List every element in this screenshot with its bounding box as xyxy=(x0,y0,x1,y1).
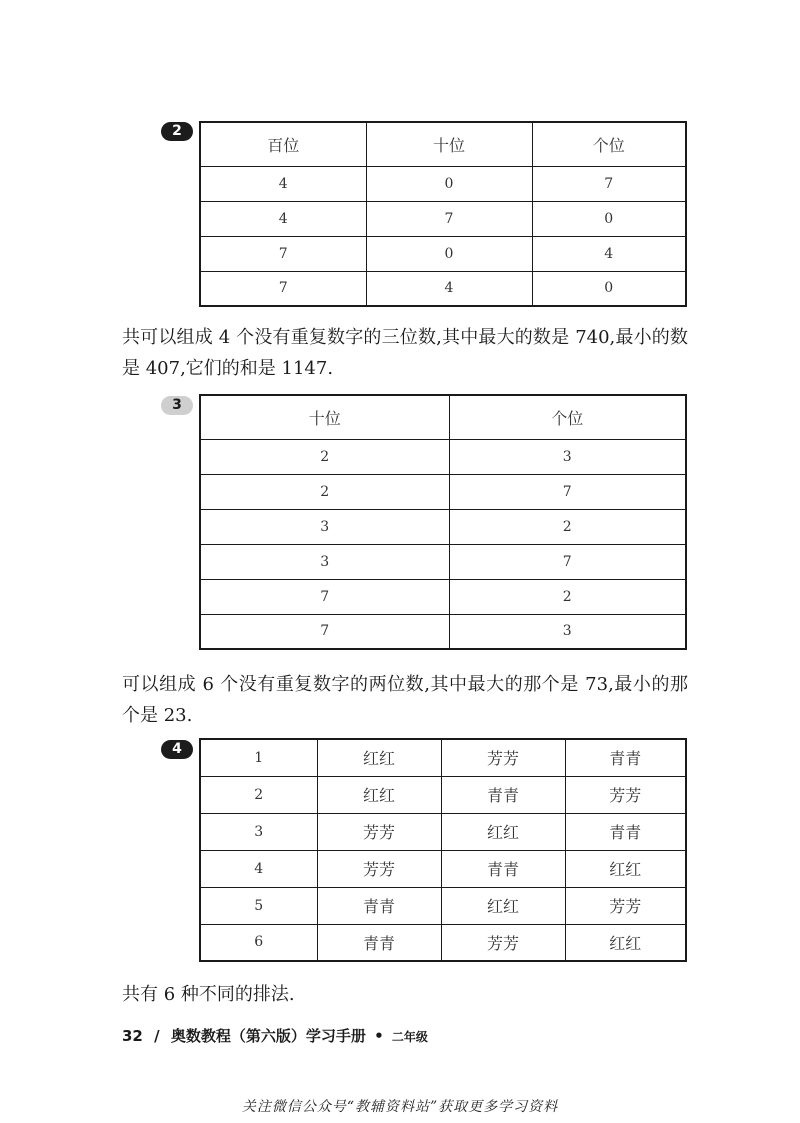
table-cell: 3 xyxy=(200,813,317,850)
table-header-row xyxy=(200,395,686,439)
table-cell: 7 xyxy=(200,579,449,614)
table-3-body xyxy=(200,395,686,649)
page-footer xyxy=(122,1025,428,1046)
table-cell: 7 xyxy=(532,166,686,201)
header-cell: 个位 xyxy=(532,122,686,166)
table-cell: 青青 xyxy=(317,924,441,961)
table-cell: 7 xyxy=(200,236,366,271)
section-4-paragraph: 共有 6 种不同的排法. xyxy=(122,984,295,1005)
table-cell: 青青 xyxy=(565,813,686,850)
section-2-paragraph: 共可以组成 4 个没有重复数字的三位数,其中最大的数是 740,最小的数是 407,它们的和是 1147. xyxy=(122,327,688,379)
table-cell: 1 xyxy=(200,739,317,776)
table-cell: 4 xyxy=(532,236,686,271)
section-4-badge: 4 xyxy=(161,740,193,759)
table-4-body xyxy=(200,739,686,961)
table-cell: 3 xyxy=(449,614,686,649)
table-row xyxy=(200,236,686,271)
table-cell: 芳芳 xyxy=(441,924,565,961)
hundreds-tens-ones-table xyxy=(199,121,687,307)
table-cell: 3 xyxy=(200,544,449,579)
header-cell: 个位 xyxy=(449,395,686,439)
header-cell: 十位 xyxy=(366,122,532,166)
table-cell: 2 xyxy=(449,509,686,544)
table-cell: 红红 xyxy=(441,813,565,850)
table-cell: 2 xyxy=(449,579,686,614)
table-cell: 7 xyxy=(449,544,686,579)
table-cell: 4 xyxy=(200,850,317,887)
table-cell: 2 xyxy=(200,776,317,813)
table-cell: 2 xyxy=(200,474,449,509)
table-cell: 7 xyxy=(366,201,532,236)
footer-separator: / xyxy=(154,1027,160,1045)
table-row xyxy=(200,850,686,887)
table-2-body xyxy=(200,122,686,306)
table-row xyxy=(200,509,686,544)
table-cell: 芳芳 xyxy=(317,850,441,887)
table-cell: 红红 xyxy=(441,887,565,924)
book-title: 奥数教程（第六版）学习手册 xyxy=(170,1027,366,1045)
table-cell: 红红 xyxy=(317,776,441,813)
table-row xyxy=(200,614,686,649)
table-row xyxy=(200,201,686,236)
section-2-badge: 2 xyxy=(161,122,193,141)
footer-dot: • xyxy=(374,1027,384,1045)
table-cell: 青青 xyxy=(441,776,565,813)
table-row xyxy=(200,739,686,776)
table-row xyxy=(200,544,686,579)
section-3-badge: 3 xyxy=(161,396,193,415)
table-cell: 0 xyxy=(366,166,532,201)
watermark-text: 关注微信公众号“教辅资料站”获取更多学习资料 xyxy=(241,1099,559,1115)
table-cell: 芳芳 xyxy=(565,887,686,924)
table-cell: 青青 xyxy=(441,850,565,887)
table-row xyxy=(200,439,686,474)
table-row xyxy=(200,271,686,306)
arrangement-table xyxy=(199,738,687,962)
table-cell: 2 xyxy=(200,439,449,474)
header-cell: 百位 xyxy=(200,122,366,166)
table-cell: 青青 xyxy=(565,739,686,776)
table-cell: 芳芳 xyxy=(317,813,441,850)
table-cell: 0 xyxy=(532,201,686,236)
table-cell: 3 xyxy=(200,509,449,544)
table-cell: 4 xyxy=(200,166,366,201)
table-cell: 青青 xyxy=(317,887,441,924)
table-cell: 红红 xyxy=(565,850,686,887)
table-cell: 3 xyxy=(449,439,686,474)
table-row xyxy=(200,579,686,614)
table-row xyxy=(200,813,686,850)
table-cell: 红红 xyxy=(565,924,686,961)
table-row xyxy=(200,166,686,201)
table-cell: 红红 xyxy=(317,739,441,776)
table-cell: 6 xyxy=(200,924,317,961)
table-cell: 4 xyxy=(366,271,532,306)
table-row xyxy=(200,474,686,509)
table-cell: 5 xyxy=(200,887,317,924)
tens-ones-table xyxy=(199,394,687,650)
table-cell: 4 xyxy=(200,201,366,236)
table-cell: 芳芳 xyxy=(441,739,565,776)
table-cell: 芳芳 xyxy=(565,776,686,813)
table-cell: 7 xyxy=(200,614,449,649)
section-3-paragraph: 可以组成 6 个没有重复数字的两位数,其中最大的那个是 73,最小的那个是 23. xyxy=(122,674,688,726)
table-row xyxy=(200,924,686,961)
table-cell: 7 xyxy=(449,474,686,509)
header-cell: 十位 xyxy=(200,395,449,439)
table-cell: 0 xyxy=(532,271,686,306)
grade-label: 二年级 xyxy=(391,1030,428,1044)
table-cell: 7 xyxy=(200,271,366,306)
page-number: 32 xyxy=(122,1027,143,1045)
table-header-row xyxy=(200,122,686,166)
table-row xyxy=(200,887,686,924)
table-row xyxy=(200,776,686,813)
table-cell: 0 xyxy=(366,236,532,271)
